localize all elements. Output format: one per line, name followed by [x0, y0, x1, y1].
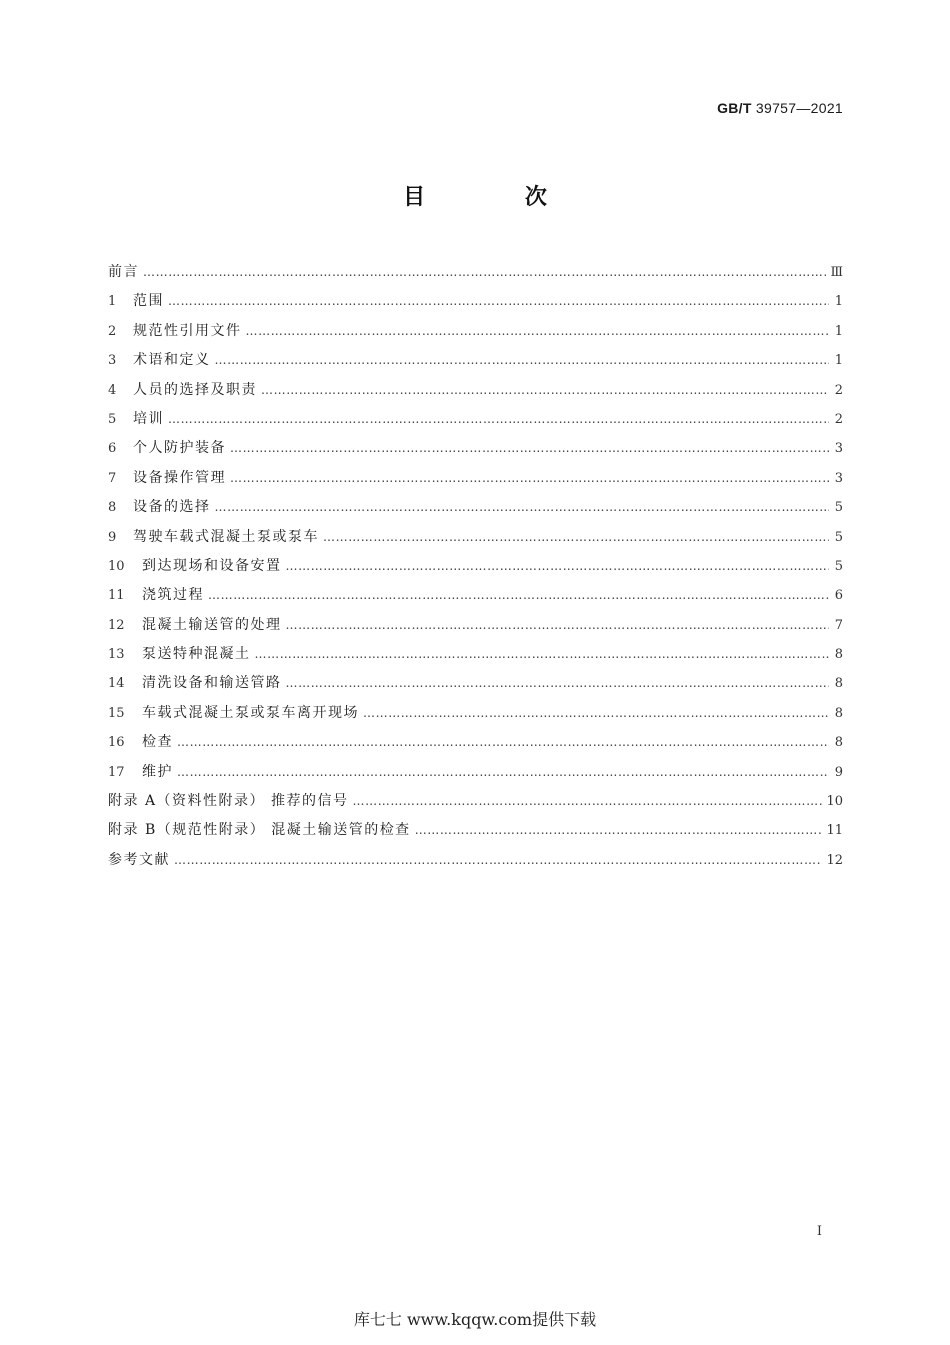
toc-entry[interactable]: [108, 258, 843, 287]
toc-entry-label: 个人防护装备: [133, 440, 226, 457]
toc-entry-label: 清洗设备和输送管路: [142, 675, 282, 692]
toc-entry-label: 检查: [142, 734, 173, 751]
toc-entry-number: 12: [108, 617, 125, 633]
toc-entry[interactable]: [108, 464, 843, 493]
toc-entry[interactable]: [108, 699, 843, 728]
toc-entry-page: 5: [834, 500, 843, 516]
toc-entry-page: 5: [834, 558, 843, 574]
toc-entry[interactable]: [108, 552, 843, 581]
toc-entry-label: 培训: [133, 410, 164, 427]
toc-entry[interactable]: [108, 640, 843, 669]
toc-entry-number: 13: [108, 647, 125, 663]
toc-entry[interactable]: [108, 669, 843, 698]
toc-entry-label: 附录 B（规范性附录） 混凝土输送管的检查: [108, 822, 411, 839]
toc-leader-dots: [286, 669, 830, 698]
toc-entry-page: 6: [834, 588, 843, 604]
toc-entry[interactable]: [108, 728, 843, 757]
page-title: 目 次: [403, 185, 593, 210]
toc-leader-dots: [415, 816, 823, 845]
toc-entry-page: 8: [834, 676, 843, 692]
toc-entry[interactable]: [108, 376, 843, 405]
toc-leader-dots: [177, 728, 829, 757]
toc-leader-dots: [286, 552, 830, 581]
toc-entry-number: 6: [108, 441, 117, 457]
toc-entry-number: 9: [108, 529, 117, 545]
toc-entry[interactable]: [108, 611, 843, 640]
toc-entry-page: 1: [834, 294, 843, 310]
toc-entry-number: 7: [108, 470, 117, 486]
toc-entry-number: 16: [108, 735, 125, 751]
toc-entry-page: 8: [834, 647, 843, 663]
toc-entry[interactable]: [108, 523, 843, 552]
table-of-contents: [108, 258, 843, 875]
toc-entry-number: 11: [108, 588, 125, 604]
toc-entry-page: 8: [834, 705, 843, 721]
toc-entry-label: 驾驶车载式混凝土泵或泵车: [133, 528, 319, 545]
toc-entry-number: 5: [108, 411, 117, 427]
toc-leader-dots: [230, 434, 829, 463]
toc-entry[interactable]: [108, 581, 843, 610]
toc-entry-number: 3: [108, 353, 117, 369]
toc-leader-dots: [286, 611, 830, 640]
toc-entry-page: 10: [826, 794, 843, 810]
standard-code-prefix: GB/T: [717, 100, 752, 116]
toc-leader-dots: [143, 258, 826, 287]
toc-entry-page: 12: [826, 852, 843, 868]
download-watermark: 库七七 www.kqqw.com提供下载: [353, 1310, 597, 1329]
toc-entry-label: 混凝土输送管的处理: [142, 616, 282, 633]
toc-entry-page: 2: [834, 382, 843, 398]
toc-entry-number: 15: [108, 705, 125, 721]
toc-entry-label: 规范性引用文件: [133, 322, 242, 339]
toc-entry-label: 设备操作管理: [133, 469, 226, 486]
toc-entry-page: 1: [834, 353, 843, 369]
toc-entry-number: 2: [108, 323, 117, 339]
toc-leader-dots: [255, 640, 830, 669]
toc-entry-number: 17: [108, 764, 125, 780]
toc-entry-number: 14: [108, 676, 125, 692]
toc-leader-dots: [177, 758, 829, 787]
toc-entry-label: 附录 A（资料性附录） 推荐的信号: [108, 793, 349, 810]
toc-leader-dots: [363, 699, 829, 728]
toc-entry-page: 2: [834, 411, 843, 427]
toc-entry-label: 车载式混凝土泵或泵车离开现场: [142, 704, 359, 721]
toc-entry[interactable]: [108, 346, 843, 375]
toc-entry-page: 7: [834, 617, 843, 633]
toc-entry-page: 5: [834, 529, 843, 545]
toc-entry[interactable]: [108, 493, 843, 522]
toc-entry-page: 3: [834, 470, 843, 486]
toc-entry-label: 范围: [133, 293, 164, 310]
toc-entry-label: 浇筑过程: [142, 587, 204, 604]
toc-entry-page: 3: [834, 441, 843, 457]
toc-entry-number: 10: [108, 558, 125, 574]
toc-entry-page: 9: [834, 764, 843, 780]
toc-entry-label: 维护: [142, 763, 173, 780]
toc-entry-page: 1: [834, 323, 843, 339]
toc-entry-label: 到达现场和设备安置: [142, 557, 282, 574]
toc-leader-dots: [323, 523, 829, 552]
page-number: I: [816, 1224, 822, 1239]
toc-leader-dots: [353, 787, 823, 816]
standard-code: [717, 100, 843, 116]
toc-entry[interactable]: [108, 846, 843, 875]
toc-entry-number: 1: [108, 294, 117, 310]
toc-leader-dots: [215, 346, 830, 375]
toc-entry-label: 人员的选择及职责: [133, 381, 257, 398]
toc-entry-number: 8: [108, 500, 117, 516]
toc-entry-label: 术语和定义: [133, 352, 211, 369]
toc-leader-dots: [174, 846, 822, 875]
toc-entry-label: 参考文献: [108, 851, 170, 868]
standard-code-number: 39757—2021: [755, 100, 843, 116]
toc-entry[interactable]: [108, 434, 843, 463]
toc-entry-label: 前言: [108, 264, 139, 280]
toc-entry-page: Ⅲ: [830, 265, 843, 280]
toc-leader-dots: [168, 287, 829, 316]
toc-entry[interactable]: [108, 787, 843, 816]
toc-leader-dots: [261, 376, 829, 405]
toc-entry-label: 泵送特种混凝土: [142, 646, 251, 663]
toc-entry-page: 8: [834, 735, 843, 751]
toc-entry[interactable]: [108, 405, 843, 434]
toc-entry-number: 4: [108, 382, 117, 398]
toc-entry-page: 11: [826, 823, 843, 839]
toc-entry[interactable]: [108, 758, 843, 787]
toc-entry[interactable]: [108, 816, 843, 845]
toc-leader-dots: [215, 493, 830, 522]
toc-leader-dots: [208, 581, 829, 610]
toc-entry-label: 设备的选择: [133, 499, 211, 516]
toc-leader-dots: [168, 405, 829, 434]
toc-entry[interactable]: [108, 287, 843, 316]
toc-leader-dots: [230, 464, 829, 493]
toc-entry[interactable]: [108, 317, 843, 346]
toc-leader-dots: [246, 317, 830, 346]
